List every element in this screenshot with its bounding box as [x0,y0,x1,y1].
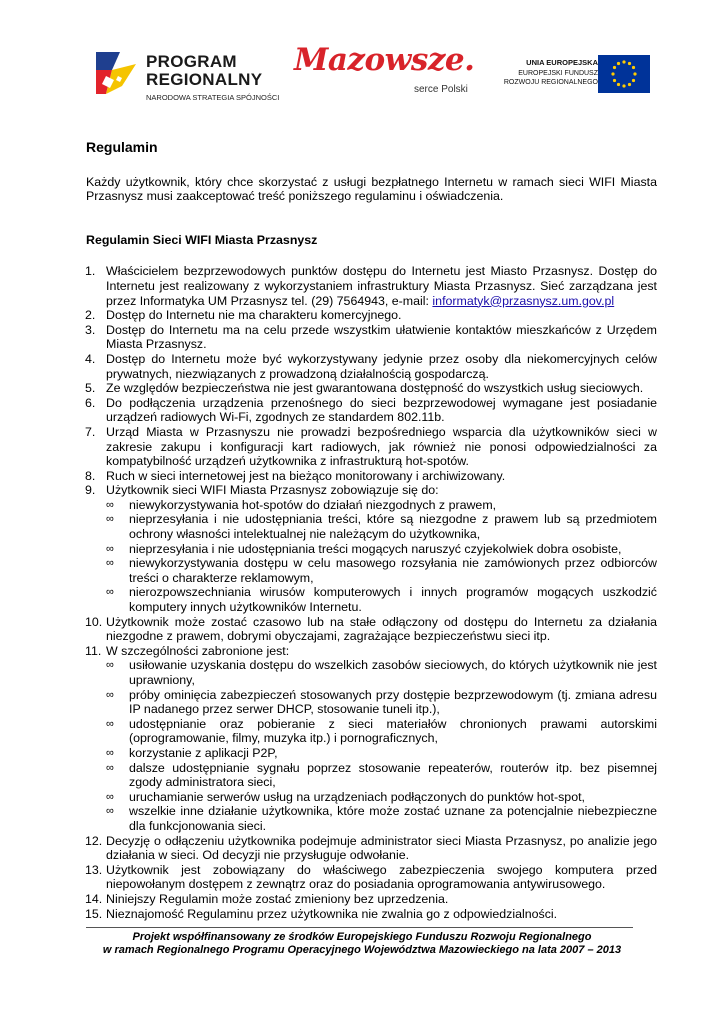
rule-number: 13. [85,862,103,877]
infinity-bullet-icon: ∞ [106,557,114,570]
rule-item [86,644,657,834]
sub-list-item [106,556,657,585]
footer [60,931,664,957]
rule-text: W szczególności zabronione jest: [106,643,290,658]
rule-item [86,352,657,381]
rule-text: Decyzję o odłączeniu użytkownika podejmuje administrator sieci Miasta Przasnysz, po analizie jego działania w sieci. Od decyzji nie przysługuje odwołanie. [106,833,657,863]
rule-item [86,834,657,863]
rule-text: Nieznajomość Regulaminu przez użytkownika nie zwalnia go z odpowiedzialności. [106,906,558,921]
rule-number: 3. [85,322,96,337]
program-regionalny-emblem-icon [92,46,140,104]
infinity-bullet-icon: ∞ [106,790,114,803]
sub-list-item [106,542,657,557]
rule-item [86,264,657,308]
sub-list-item [106,512,657,541]
eu-logo [494,50,656,98]
rule-number: 1. [85,264,96,279]
rule-text: Dostęp do Internetu ma na celu przede wszystkim ułatwienie kontaktów mieszkańców z Urzędem Miasta Przasnysz. [106,322,657,352]
rule-number: 11. [85,643,102,658]
rule-item [86,615,657,644]
rule-text: Użytkownik sieci WIFI Miasta Przasnysz zobowiązuje się do: [106,483,439,498]
program-line2: REGIONALNY [146,70,263,89]
infinity-bullet-icon: ∞ [106,659,114,672]
eu-line3: ROZWOJU REGIONALNEGO [503,79,598,86]
infinity-bullet-icon: ∞ [106,746,114,759]
rule-number: 4. [85,351,96,366]
sub-item-text: nieprzesyłania i nie udostępniania treści, które są niezgodne z prawem lub są przedmiotem ochrony własności intelektualnej nie należącym do użytkownika, [129,512,657,542]
email-link[interactable]: informatyk@przasnysz.um.gov.pl [432,293,615,308]
eu-line2: EUROPEJSKI FUNDUSZ [518,70,598,77]
rule-text: Do podłączenia urządzenia przenośnego do sieci bezprzewodowej wymagane jest posiadanie urządzeń radiowych Wi-Fi, zgodnych ze standardem 802.11b. [106,395,657,425]
sub-item-text: udostępnianie oraz pobieranie z sieci materiałów chronionych prawami autorskimi (oprogramowanie, filmy, muzyka itp.) i pornograficznych, [129,716,657,746]
sub-item-text: próby ominięcia zabezpieczeń stosowanych przy dostępie bezprzewodowym (tj. zmiana adresu IP nadanego przez serwer DHCP, stosowanie tuneli itp.), [129,687,657,717]
rule-item [86,907,657,922]
sub-list-item [106,804,657,833]
mazowsze-tagline: serce Polski [414,84,468,95]
infinity-bullet-icon: ∞ [106,761,114,774]
sub-item-text: korzystanie z aplikacji P2P, [129,745,278,760]
section-title: Regulamin Sieci WIFI Miasta Przasnysz [86,232,318,247]
rule-number: 7. [85,424,96,439]
sub-item-text: niewykorzystywania dostępu w celu masowego rozsyłania nie zamówionych przez odbiorców treści o charakterze reklamowym, [129,556,657,585]
document-body [86,140,657,921]
rule-number: 12. [85,833,103,848]
infinity-bullet-icon: ∞ [106,586,114,599]
rule-text: Użytkownik jest zobowiązany do właściwego zabezpieczenia swojego komputera przed niepowołanym dostępem z zewnątrz oraz do posiadania oprogramowania antywirusowego. [106,862,657,892]
mazowsze-wordmark: Mazowsze. [294,42,475,78]
rule-item [86,381,657,396]
rules-list [86,264,657,921]
footer-divider [86,927,633,928]
rule-number: 14. [85,891,103,906]
sub-item-text: niewykorzystywania hot-spotów do działań niezgodnych z prawem, [129,497,497,512]
eu-flag-icon [598,55,650,93]
rule-item [86,863,657,892]
program-regionalny-logo [92,44,292,106]
eu-line1: UNIA EUROPEJSKA [526,58,598,67]
header-logos [86,38,656,112]
infinity-bullet-icon: ∞ [106,513,114,526]
rule-text: Ruch w sieci internetowej jest na bieżąco monitorowany i archiwizowany. [106,468,506,483]
rule-item [86,425,657,469]
infinity-bullet-icon: ∞ [106,688,114,701]
rule-text: Dostęp do Internetu może być wykorzystywany jedynie przez osoby dla niekomercyjnych celów prywatnych, niezwiązanych z prowadzoną działalnością gospodarczą. [106,351,657,381]
sub-list-item [106,658,657,687]
rule-number: 9. [85,483,96,498]
infinity-bullet-icon: ∞ [106,717,114,730]
infinity-bullet-icon: ∞ [106,542,114,555]
rule-text: Urząd Miasta w Przasnyszu nie prowadzi bezpośredniego wsparcia dla użytkowników sieci w zakresie zakupu i konfiguracji kart radiowych, jak również nie ponosi odpowiedzialności za kompatybilność urządzeń użytkownika z infrastrukturą hot-spotów. [106,424,657,469]
rule-item [86,308,657,323]
intro-paragraph: Każdy użytkownik, który chce skorzystać z usługi bezpłatnego Internetu w ramach sieci WIFI Miasta Przasnysz musi zaakceptować treść poniższego regulaminu i oświadczenia. [86,174,657,204]
rule-item [86,892,657,907]
footer-line1: Projekt współfinansowany ze środków Europejskiego Funduszu Rozwoju Regionalnego [132,931,592,943]
sub-item-text: dalsze udostępnianie sygnału poprzez stosowanie repeaterów, routerów itp. bez pisemnej zgody administratora sieci, [129,760,657,790]
sub-list-item [106,498,657,513]
rule-text: Właścicielem bezprzewodowych punktów dostępu do Internetu jest Miasto Przasnysz. Dostęp do Internetu jest realizowany z wykorzystaniem infrastruktury Miasta Przasnysz. Sieć zarządzana jest przez Informatyka UM Przasnysz tel. (29) 7564943, e-mail: [106,264,657,308]
rule-item [86,483,657,614]
rule-number: 2. [85,308,96,323]
sub-item-text: nieprzesyłania i nie udostępniania treści mogących naruszyć czyjekolwiek dobra osobiste, [129,541,622,556]
sub-list-item [106,761,657,790]
sub-list-item [106,746,657,761]
sub-item-text: wszelkie inne działanie użytkownika, które może zostać uznane za potencjalnie niebezpieczne dla funkcjonowania sieci. [129,804,657,833]
rule-number: 15. [85,906,103,921]
rule-number: 10. [85,614,103,629]
sub-list-item [106,717,657,746]
mazowsze-logo [286,42,476,108]
sub-item-text: nierozpowszechniania wirusów komputerowych i innych programów mogących uszkodzić komputery innych użytkowników Internetu. [129,585,657,615]
document-title: Regulamin [86,139,158,155]
program-subtitle: NARODOWA STRATEGIA SPÓJNOŚCI [146,93,280,102]
rule-text: Dostęp do Internetu nie ma charakteru komercyjnego. [106,308,402,323]
sub-item-text: usiłowanie uzyskania dostępu do wszelkich zasobów sieciowych, do których użytkownik nie jest uprawniony, [129,658,657,687]
rule-text: Użytkownik może zostać czasowo lub na stałe odłączony od dostępu do Internetu za działania niezgodne z prawem, dobrymi obyczajami, zagrażające bezpieczeństwu sieci itp. [106,614,657,644]
rule-item [86,469,657,484]
infinity-bullet-icon: ∞ [106,498,114,511]
sub-list [106,658,657,833]
rule-number: 8. [85,468,96,483]
sub-list-item [106,688,657,717]
sub-list-item [106,790,657,805]
sub-item-text: uruchamianie serwerów usług na urządzeniach podłączonych do punktów hot-spot, [129,789,585,804]
rule-item [86,396,657,425]
rule-item [86,323,657,352]
footer-line2: w ramach Regionalnego Programu Operacyjnego Województwa Mazowieckiego na lata 2007 – 2013 [102,944,622,956]
rule-number: 6. [85,395,96,410]
rule-text: Ze względów bezpieczeństwa nie jest gwarantowana dostępność do wszystkich usług sieciowych. [106,381,644,396]
rule-number: 5. [85,381,96,396]
program-line1: PROGRAM [146,52,237,71]
sub-list-item [106,585,657,614]
sub-list [106,498,657,615]
rule-text: Niniejszy Regulamin może zostać zmieniony bez uprzedzenia. [106,891,449,906]
infinity-bullet-icon: ∞ [106,805,114,818]
